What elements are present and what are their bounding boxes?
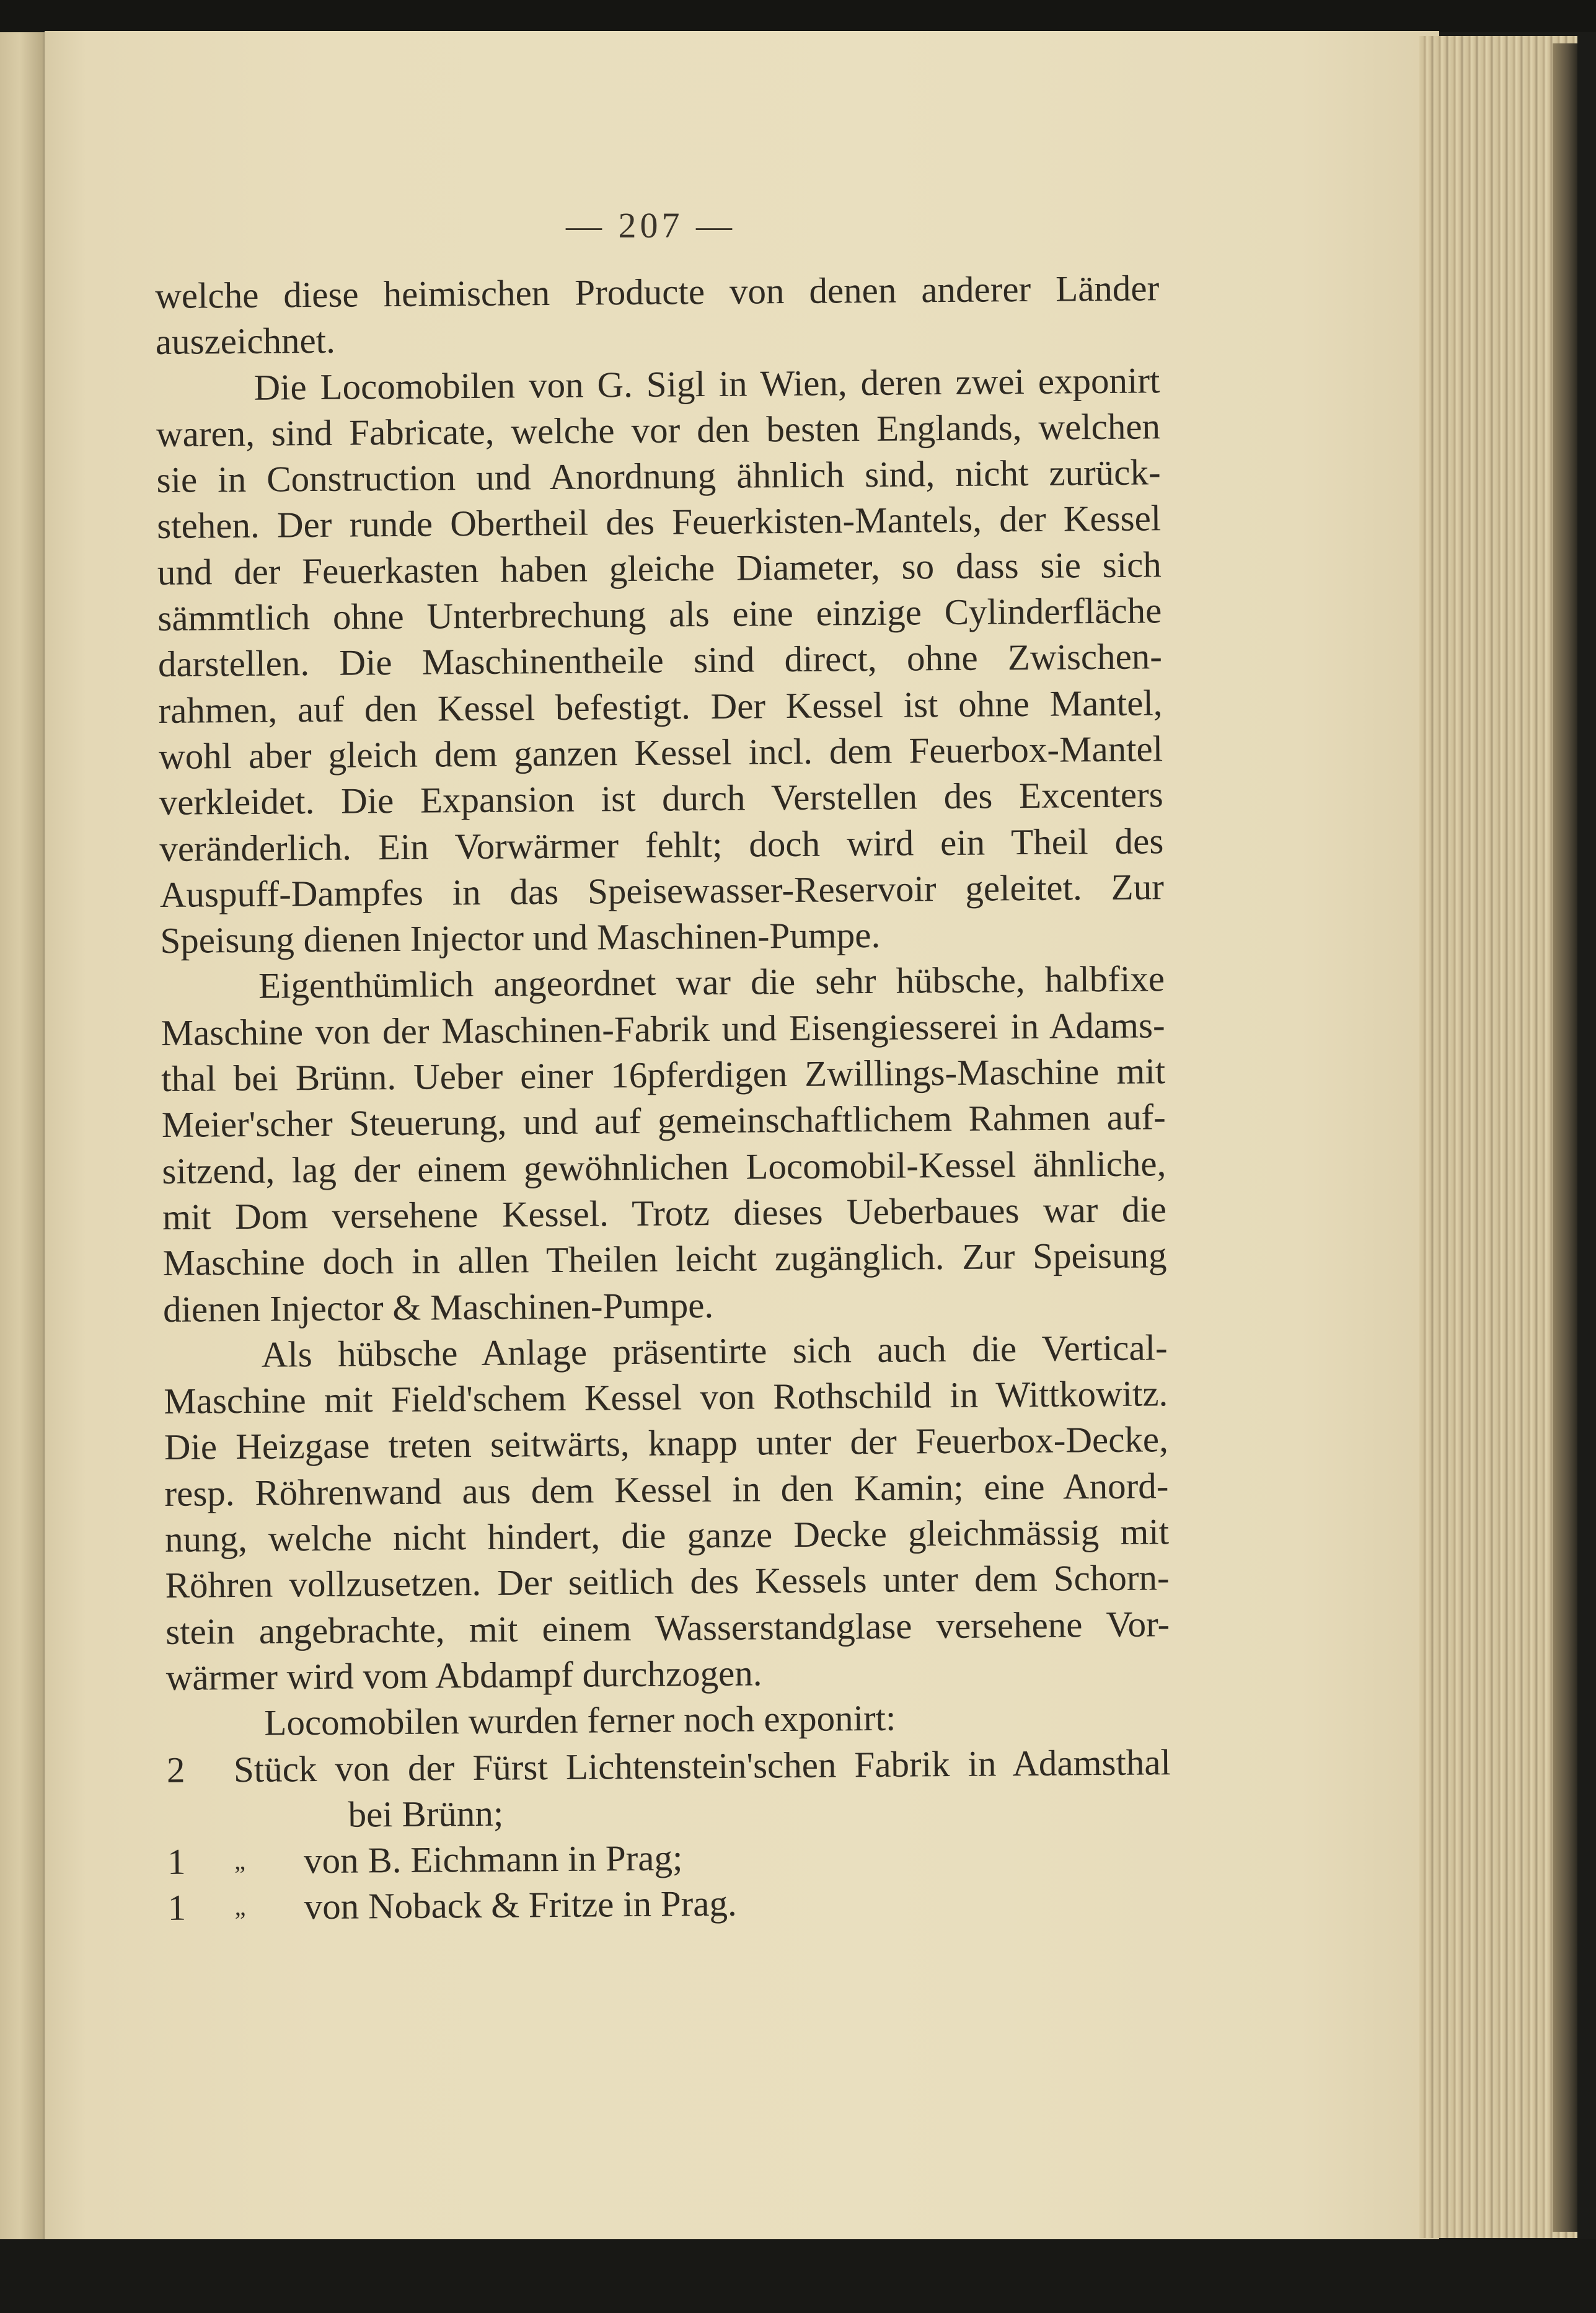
- ditto-mark: „: [234, 1847, 246, 1875]
- text-line: und der Feuerkasten haben gleiche Diameter, so dass sie sich: [157, 544, 1162, 593]
- text-line: Eigenthümlich angeordnet war die sehr hübsche, halbfixe: [258, 958, 1165, 1007]
- item-text: von Noback & Fritze in Prag.: [304, 1883, 737, 1927]
- text-line: sämmtlich ohne Unterbrechung als eine einzige Cylinderfläche: [157, 590, 1162, 639]
- text-line: Maschine doch in allen Theilen leicht zugänglich. Zur Speisung: [162, 1234, 1167, 1284]
- page-body: [155, 265, 1172, 1930]
- paragraph: [156, 357, 1165, 964]
- text-line: auszeichnet.: [155, 320, 336, 363]
- scan-background-top: [0, 0, 1596, 32]
- text-line: Maschine von der Maschinen-Fabrik und Eisengiesserei in Adams-: [161, 1004, 1165, 1053]
- text-line: Die Heizgase treten seitwärts, knapp unter der Feuerbox-Decke,: [164, 1418, 1169, 1468]
- ditto-mark: „: [234, 1893, 246, 1921]
- page-number: — 207 —: [566, 205, 736, 245]
- text-line: sitzend, lag der einem gewöhnlichen Locomobil-Kessel ähnliche,: [162, 1142, 1166, 1192]
- text-line: wärmer wird vom Abdampf durchzogen.: [165, 1652, 762, 1698]
- scan-background-bottom: [0, 2239, 1596, 2313]
- text-line: mit Dom versehene Kessel. Trotz dieses Ueberbaues war die: [162, 1188, 1167, 1237]
- list-item: [167, 1739, 1171, 1793]
- item-continuation: bei Brünn;: [348, 1792, 504, 1835]
- text-line: verkleidet. Die Expansion ist durch Verstellen des Excenters: [159, 774, 1163, 823]
- paragraph: [163, 1324, 1170, 1700]
- list-item: [167, 1877, 1172, 1931]
- text-line: resp. Röhrenwand aus dem Kessel in den Kamin; eine Anord-: [164, 1464, 1169, 1514]
- text-line: Auspuff-Dampfes in das Speisewasser-Reservoir geleitet. Zur: [159, 866, 1165, 915]
- text-line: waren, sind Fabricate, welche vor den besten Englands, welchen: [156, 405, 1161, 454]
- text-line: sie in Construction und Anordnung ähnlich sind, nicht zurück-: [156, 451, 1161, 501]
- text-line: Maschine mit Field'schem Kessel von Rothschild in Wittkowitz.: [164, 1373, 1168, 1422]
- list-item: [167, 1831, 1172, 1885]
- book-cover-edge: [1553, 43, 1577, 2232]
- paragraph: [161, 956, 1168, 1332]
- paragraph: [155, 265, 1160, 365]
- text-line: Als hübsche Anlage präsentirte sich auch die Vertical-: [261, 1327, 1168, 1375]
- text-line: darstellen. Die Maschinentheile sind direct, ohne Zwischen-: [157, 635, 1163, 685]
- text-line: Die Locomobilen von G. Sigl in Wien, deren zwei exponirt: [254, 359, 1160, 408]
- text-line: dienen Injector & Maschinen-Pumpe.: [162, 1284, 714, 1330]
- text-line: thal bei Brünn. Ueber einer 16pferdigen Zwillings-Maschine mit: [161, 1050, 1166, 1100]
- item-count: 2: [166, 1749, 185, 1790]
- text-line: veränderlich. Ein Vorwärmer fehlt; doch wird ein Theil des: [159, 820, 1164, 869]
- text-line: welche diese heimischen Producte von denen anderer Länder: [155, 267, 1160, 316]
- previous-page-edge: [0, 32, 50, 2239]
- text-line: Meier'scher Steuerung, und auf gemeinschaftlichem Rahmen auf-: [161, 1096, 1166, 1146]
- text-line: Speisung dienen Injector und Maschinen-Pumpe.: [160, 914, 881, 962]
- text-line: Locomobilen wurden ferner noch exponirt:: [264, 1697, 896, 1743]
- text-line: rahmen, auf den Kessel befestigt. Der Kessel ist ohne Mantel,: [158, 681, 1163, 731]
- item-count: 1: [167, 1841, 186, 1883]
- text-line: wohl aber gleich dem ganzen Kessel incl. dem Feuerbox-Mantel: [158, 728, 1163, 777]
- text-line: nung, welche nicht hindert, die ganze Decke gleichmässig mit: [164, 1511, 1170, 1560]
- exhibitor-list: [167, 1739, 1172, 1931]
- text-line: stein angebrachte, mit einem Wasserstandglase versehene Vor-: [165, 1603, 1170, 1652]
- item-text: von B. Eichmann in Prag;: [303, 1837, 683, 1882]
- text-line: Röhren vollzusetzen. Der seitlich des Kessels unter dem Schorn-: [165, 1557, 1170, 1606]
- text-line: stehen. Der runde Obertheil des Feuerkisten-Mantels, der Kessel: [156, 497, 1162, 547]
- paragraph: [166, 1692, 1171, 1746]
- item-text: Stück von der Fürst Lichtenstein'schen Fabrik in Adamsthal: [233, 1741, 1171, 1790]
- item-count: 1: [167, 1887, 187, 1929]
